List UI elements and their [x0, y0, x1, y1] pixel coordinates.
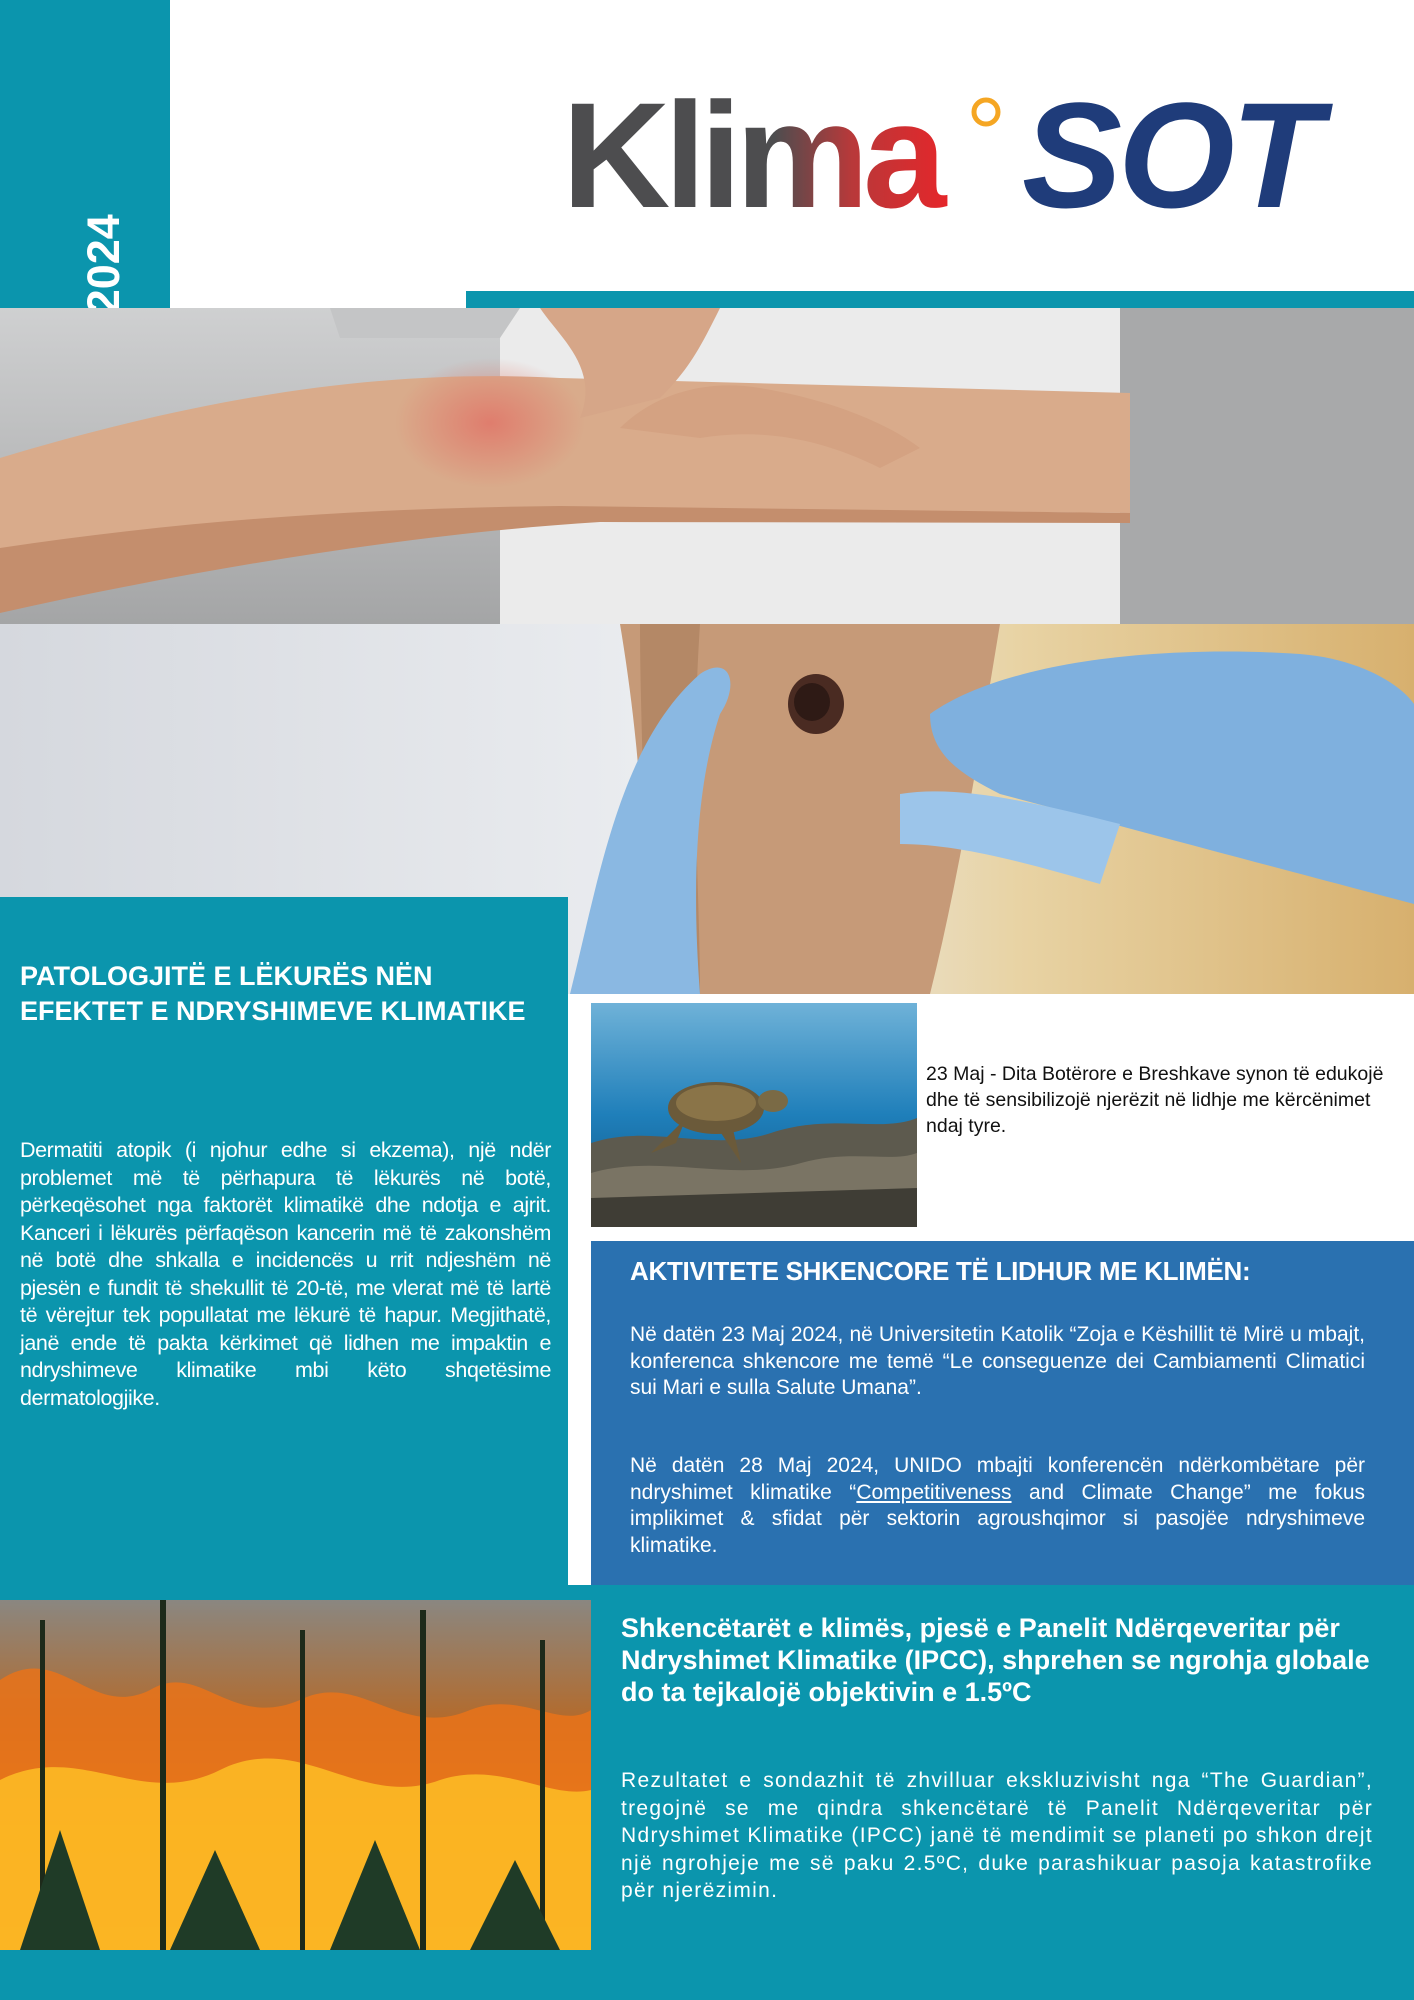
activities-title: AKTIVITETE SHKENCORE TË LIDHUR ME KLIMËN:: [630, 1256, 1251, 1286]
competitiveness-link[interactable]: Competitiveness: [856, 1480, 1012, 1504]
activity-catholic-university: Në datën 23 Maj 2024, në Universitetin Katolik “Zoja e Këshillit të Mirë u mbajt, konferenca shkencore me temë “Le conseguenze dei Cambiamenti Climatici sui Mari e sulla Salute Umana”.: [630, 1323, 1365, 1399]
logo-word-sot: SOT: [1022, 72, 1319, 222]
activity-unido: [630, 1453, 1365, 1559]
skin-article-title: [20, 959, 560, 1029]
turtle-day-note: 23 Maj - Dita Botërore e Breshkave synon të edukojë dhe të sensibilizojë njerëzit në lidhje me kërcënimet ndaj tyre.: [926, 1063, 1384, 1137]
activity-unido-text-start: Në datën 28 Maj 2024, UNIDO mbajti konferencën ndërkombëtare për ndryshimet klimatike “: [630, 1454, 1365, 1504]
logo-word-klima: Klima: [562, 72, 941, 222]
degree-icon: [974, 100, 998, 124]
sea-turtle-image: [591, 1003, 917, 1227]
ipcc-article-title: Shkencëtarët e klimës, pjesë e Panelit Ndërqeveritar për Ndryshimet Klimatike (IPCC), shprehen se ngrohja globale do ta tejkalojë objektivin e 1.5ºC: [621, 1613, 1370, 1707]
forest-fire-image: [0, 1600, 591, 1950]
activity-unido-text-end: and Climate Change” me fokus implikimet & sfidat për sektorin agroushqimor si pasojëe ndryshimeve klimatike.: [630, 1480, 1365, 1557]
skin-article-body: Dermatiti atopik (i njohur edhe si ekzema), një ndër problemet më të përhapura të lëkurës në botë, përkeqësohet nga faktorët klimatikë dhe ndotja e ajrit. Kanceri i lëkurës përfaqëson kancerin më të zakonshëm në botë dhe shkalla e incidencës u rrit ndjeshëm në pjesën e fundit të shekullit të 20-të, me vlerat më të lartë të vërejtur tek popullatat me lëkurë të hapur. Megjithatë, janë ende të pakta kërkimet që lidhen me impaktin e ndryshimeve klimatike mbi këto shqetësime dermatologjike.: [20, 1138, 551, 1410]
ipcc-article-body: Rezultatet e sondazhit të zhvilluar ekskluzivisht nga “The Guardian”, tregojnë se me qindra shkencëtarë të Panelit Ndërqeveritar për Ndryshimet Klimatike (IPCC) janë të mendimit se planeti po shkon drejt një ngrohjeje me së paku 2.5ºC, duke parashikuar pasoja katastrofike për njerëzimin.: [621, 1769, 1373, 1902]
skin-article-title-line-1: PATOLOGJITË E LËKURËS NËN: [20, 961, 433, 991]
skin-article-title-line-2: EFEKTET E NDRYSHIMEVE KLIMATIKE: [20, 996, 526, 1026]
hero-image-skin-rash: [0, 308, 1414, 624]
activities-panel: [591, 1241, 1414, 1585]
klima-sot-logo: [562, 72, 1362, 222]
skin-article-panel: [0, 897, 568, 1585]
